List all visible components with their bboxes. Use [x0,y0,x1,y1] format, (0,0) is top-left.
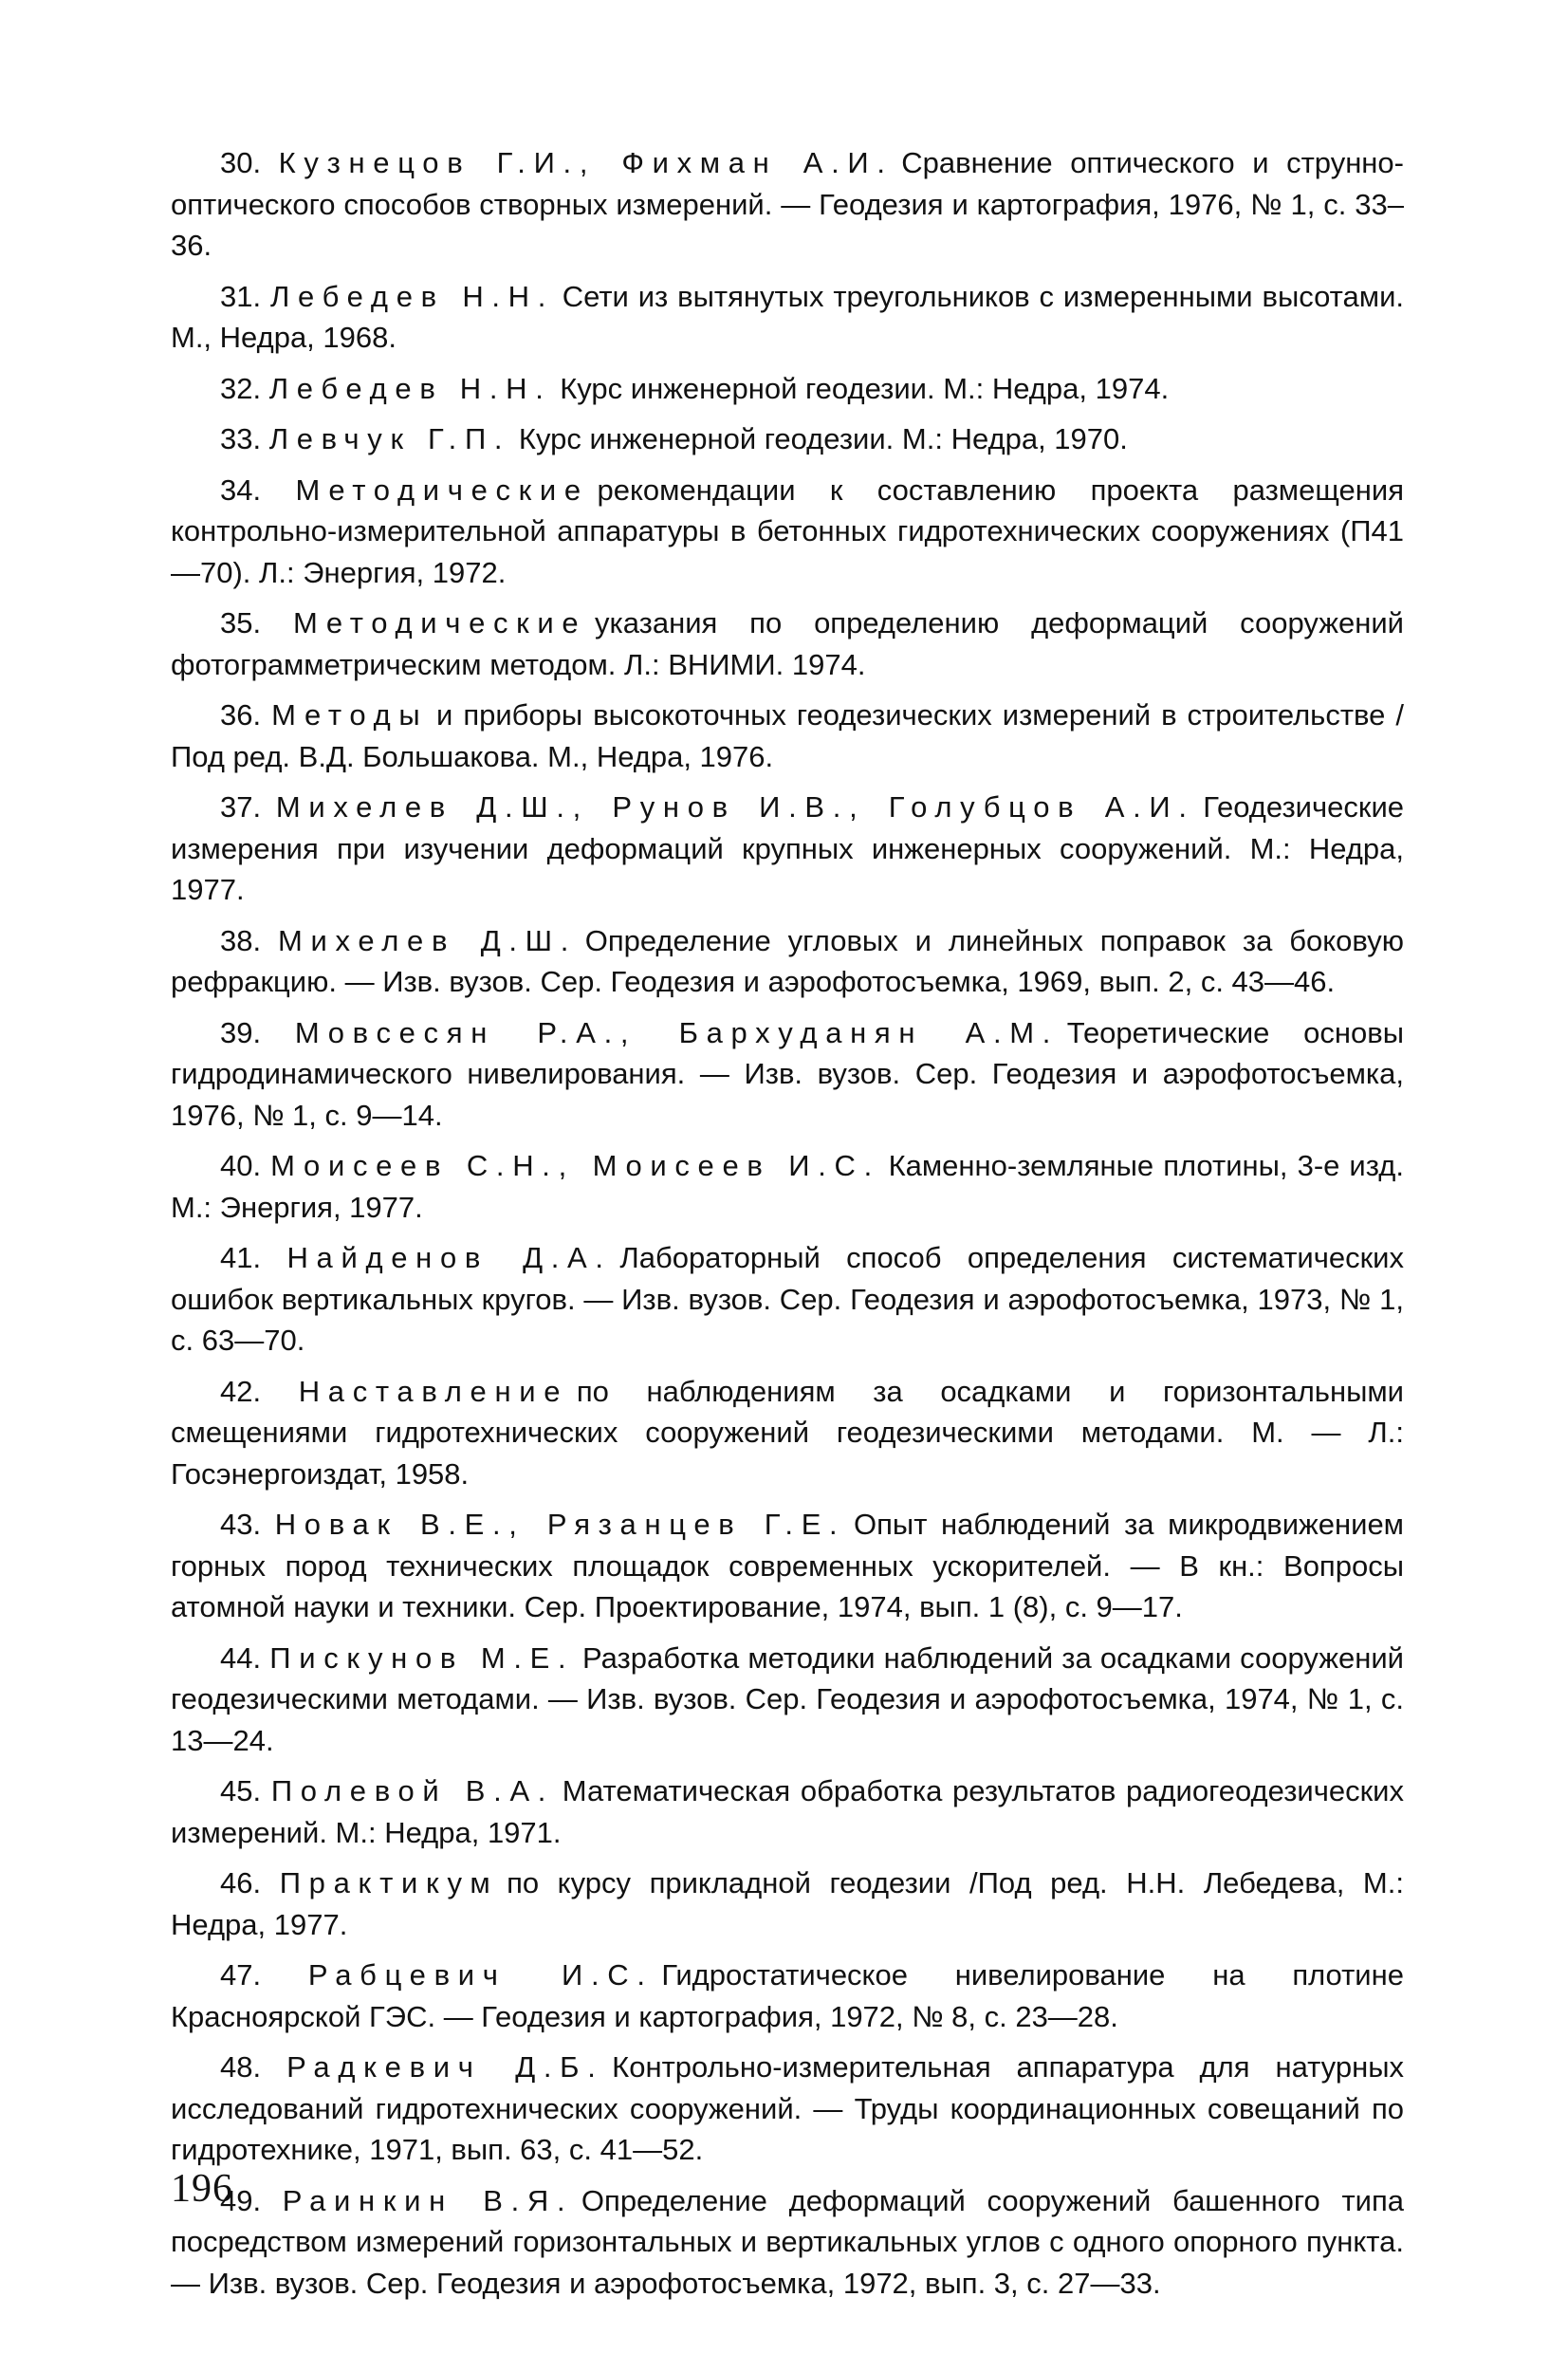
reference-number: 39. [220,1015,262,1049]
reference-author: Рабцевич И.С. [307,1958,654,1992]
reference-text: Определение деформаций сооружений башенного типа посредством измерений горизонтальных и вертикальных углов с одного опорного пункта. — Изв. вузов. Сер. Геодезия и аэрофотосъемка, 1972, вып. 3, с. 27—33. [171,2183,1404,2300]
reference-author: Моисеев С.Н., Моисеев И.С. [270,1149,880,1182]
reference-37 [171,787,1404,911]
reference-author: Пискунов М.Е. [269,1640,575,1675]
reference-author: Найденов Д.А. [286,1241,612,1274]
reference-author: Лебедев Н.Н. [268,371,552,405]
reference-text: Курс инженерной геодезии. М.: Недра, 1970. [518,422,1128,455]
reference-author: Методы [271,698,429,732]
reference-number: 31. [220,279,262,313]
reference-number: 42. [220,1374,262,1408]
reference-author: Радкевич Д.Б. [286,2050,604,2084]
reference-author: Мовсесян Р.А., Бархуданян А.М. [294,1015,1060,1049]
reference-number: 46. [220,1866,262,1899]
reference-number: 37. [220,790,262,824]
reference-number: 32. [220,371,262,405]
reference-text: Сети из вытянутых треугольников с измеренными высотами. М., Недра, 1968. [171,279,1404,354]
reference-text: Определение угловых и линейных поправок за боковую рефракцию. — Изв. вузов. Сер. Геодезия и аэрофотосъемка, 1969, вып. 2, с. 43—46. [171,923,1404,998]
reference-number: 45. [220,1774,262,1807]
reference-text: Каменно-земляные плотины, 3-е изд. М.: Энергия, 1977. [171,1149,1404,1224]
reference-number: 36. [220,698,262,732]
reference-number: 30. [220,146,262,179]
reference-30 [171,142,1404,267]
reference-number: 33. [220,422,262,455]
reference-47 [171,1955,1404,2037]
reference-text: Опыт наблюдений за микродвижением горных пород технических площадок современных ускорителей. — В кн.: Вопросы атомной науки и техники. Сер. Проектирование, 1974, вып. 1 (8), с. 9—17. [171,1508,1404,1623]
page-number: 196 [171,2167,233,2211]
reference-author: Михелев Д.Ш., Рунов И.В., Голубцов А.И. [275,790,1195,824]
bibliography-list [171,142,1404,2313]
reference-author: Методические [292,606,587,639]
reference-text: указания по определению деформаций сооружений фотограмметрическим методом. Л.: ВНИМИ. 1974. [171,606,1404,681]
reference-text: по наблюдениям за осадками и горизонтальными смещениями гидротехнических сооружений геодезическими методами. М. — Л.: Госэнергоиздат, 1958. [171,1374,1404,1491]
reference-41 [171,1237,1404,1362]
reference-36 [171,695,1404,777]
reference-text: Лабораторный способ определения систематических ошибок вертикальных кругов. — Изв. вузов. Сер. Геодезия и аэрофотосъемка, 1973, № 1, с. 63—70. [171,1241,1404,1357]
reference-34 [171,470,1404,594]
reference-number: 47. [220,1958,262,1992]
reference-46 [171,1862,1404,1945]
reference-44 [171,1638,1404,1762]
reference-32 [171,368,1404,410]
reference-author: Левчук Г.П. [268,422,511,455]
reference-author: Методические [295,472,589,507]
reference-author: Раинкин В.Я. [282,2183,574,2217]
reference-text: рекомендации к составлению проекта размещения контрольно-измерительной аппаратуры в бетонных гидротехнических сооружениях (П41—70). Л.: Энергия, 1972. [171,472,1404,589]
reference-author: Михелев Д.Ш. [278,923,578,957]
reference-text: Разработка методики наблюдений за осадками сооружений геодезическими методами. — Изв. вузов. Сер. Геодезия и аэрофотосъемка, 1974, № 1, с. 13—24. [171,1640,1404,1757]
reference-author: Полевой В.А. [270,1774,555,1807]
reference-number: 35. [220,606,262,639]
reference-33 [171,418,1404,460]
reference-text: Математическая обработка результатов радиогеодезических измерений. М.: Недра, 1971. [171,1774,1404,1849]
reference-author: Лебедев Н.Н. [270,279,555,313]
reference-40 [171,1145,1404,1228]
reference-49 [171,2180,1404,2305]
reference-text: Контрольно-измерительная аппаратура для натурных исследований гидротехнических сооружений. — Труды координационных совещаний по гидротехнике, 1971, вып. 63, с. 41—52. [171,2050,1404,2166]
reference-39 [171,1012,1404,1137]
reference-43 [171,1504,1404,1628]
reference-author: Практикум [279,1866,499,1899]
reference-35 [171,602,1404,685]
reference-number: 49. [220,2183,262,2217]
reference-45 [171,1770,1404,1853]
reference-number: 48. [220,2050,262,2084]
reference-author: Новак В.Е., Рязанцев Г.Е. [274,1508,846,1541]
reference-number: 41. [220,1241,262,1274]
reference-text: Теоретические основы гидродинамического нивелирования. — Изв. вузов. Сер. Геодезия и аэрофотосъемка, 1976, № 1, с. 9—14. [171,1015,1405,1132]
reference-text: по курсу прикладной геодезии /Под ред. Н.Н. Лебедева, М.: Недра, 1977. [171,1866,1404,1941]
reference-number: 43. [220,1508,262,1541]
reference-text: Гидростатическое нивелирование на плотине Красноярской ГЭС. — Геодезия и картография, 1972, № 8, с. 23—28. [171,1958,1404,2033]
reference-author: Наставление [298,1374,569,1408]
reference-text: Сравнение оптического и струнно-оптического способов створных измерений. — Геодезия и картография, 1976, № 1, с. 33–36. [171,146,1404,262]
reference-number: 38. [220,923,262,957]
reference-text: Курс инженерной геодезии. М.: Недра, 1974. [560,371,1170,405]
reference-48 [171,2047,1404,2171]
reference-text: и приборы высокоточных геодезических измерений в строительстве /Под ред. В.Д. Большакова. М., Недра, 1976. [171,698,1404,773]
reference-42 [171,1371,1404,1495]
reference-number: 34. [220,472,262,507]
reference-number: 44. [220,1640,262,1675]
reference-author: Кузнецов Г.И., Фихман А.И. [278,146,894,179]
reference-text: Геодезические измерения при изучении деформаций крупных инженерных сооружений. М.: Недра, 1977. [171,790,1404,906]
reference-31 [171,276,1404,359]
reference-38 [171,920,1404,1003]
reference-number: 40. [220,1149,262,1182]
